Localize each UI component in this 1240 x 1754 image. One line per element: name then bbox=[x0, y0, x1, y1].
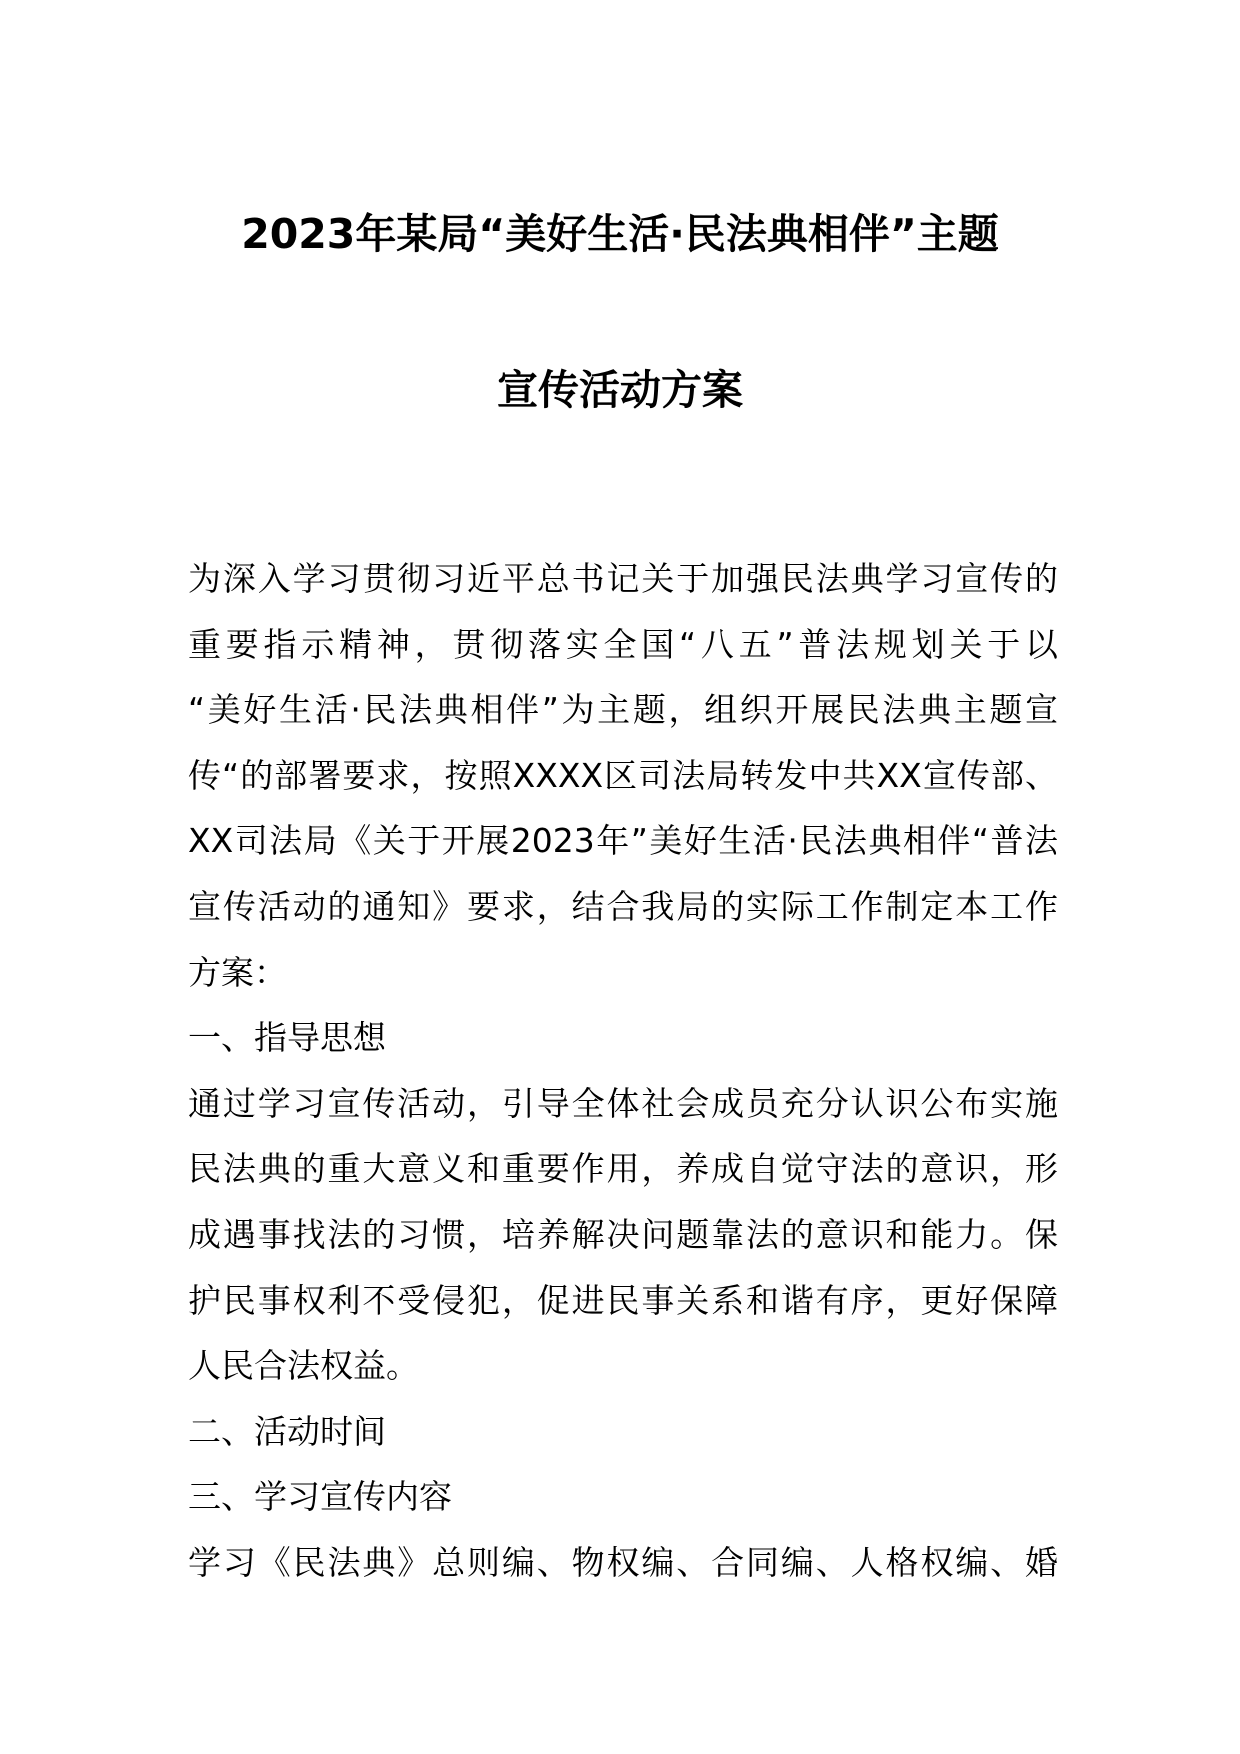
body-line: 成遇事找法的习惯，培养解决问题靠法的意识和能力。保 bbox=[188, 1214, 1058, 1254]
body-line: “美好生活·民法典相伴”为主题，组织开展民法典主题宣 bbox=[188, 690, 1058, 730]
body-line: 宣传活动的通知》要求，结合我局的实际工作制定本工作 bbox=[188, 886, 1058, 926]
document-body bbox=[188, 546, 1058, 1596]
body-line: 重要指示精神，贯彻落实全国“八五”普法规划关于以 bbox=[188, 624, 1058, 664]
body-line: 学习《民法典》总则编、物权编、合同编、人格权编、婚 bbox=[188, 1542, 1058, 1582]
section-heading: 一、指导思想 bbox=[188, 1018, 386, 1058]
body-line: 方案： bbox=[188, 952, 287, 992]
body-line: 护民事权利不受侵犯，促进民事关系和谐有序，更好保障 bbox=[188, 1280, 1058, 1320]
section-heading: 三、学习宣传内容 bbox=[188, 1477, 452, 1517]
body-line: 人民合法权益。 bbox=[188, 1346, 419, 1386]
body-line: 传“的部署要求，按照XXXX区司法局转发中共XX宣传部、 bbox=[188, 755, 1058, 795]
document-title-line-1: 2023年某局“美好生活·民法典相伴”主题 bbox=[241, 210, 999, 258]
body-line: 民法典的重大意义和重要作用，养成自觉守法的意识，形 bbox=[188, 1149, 1058, 1189]
document-title-line-2: 宣传活动方案 bbox=[497, 366, 743, 414]
body-line: 通过学习宣传活动，引导全体社会成员充分认识公布实施 bbox=[188, 1083, 1058, 1123]
section-heading: 二、活动时间 bbox=[188, 1411, 386, 1451]
body-line: XX司法局《关于开展2023年”美好生活·民法典相伴“普法 bbox=[188, 821, 1058, 861]
body-line: 为深入学习贯彻习近平总书记关于加强民法典学习宣传的 bbox=[188, 559, 1058, 598]
